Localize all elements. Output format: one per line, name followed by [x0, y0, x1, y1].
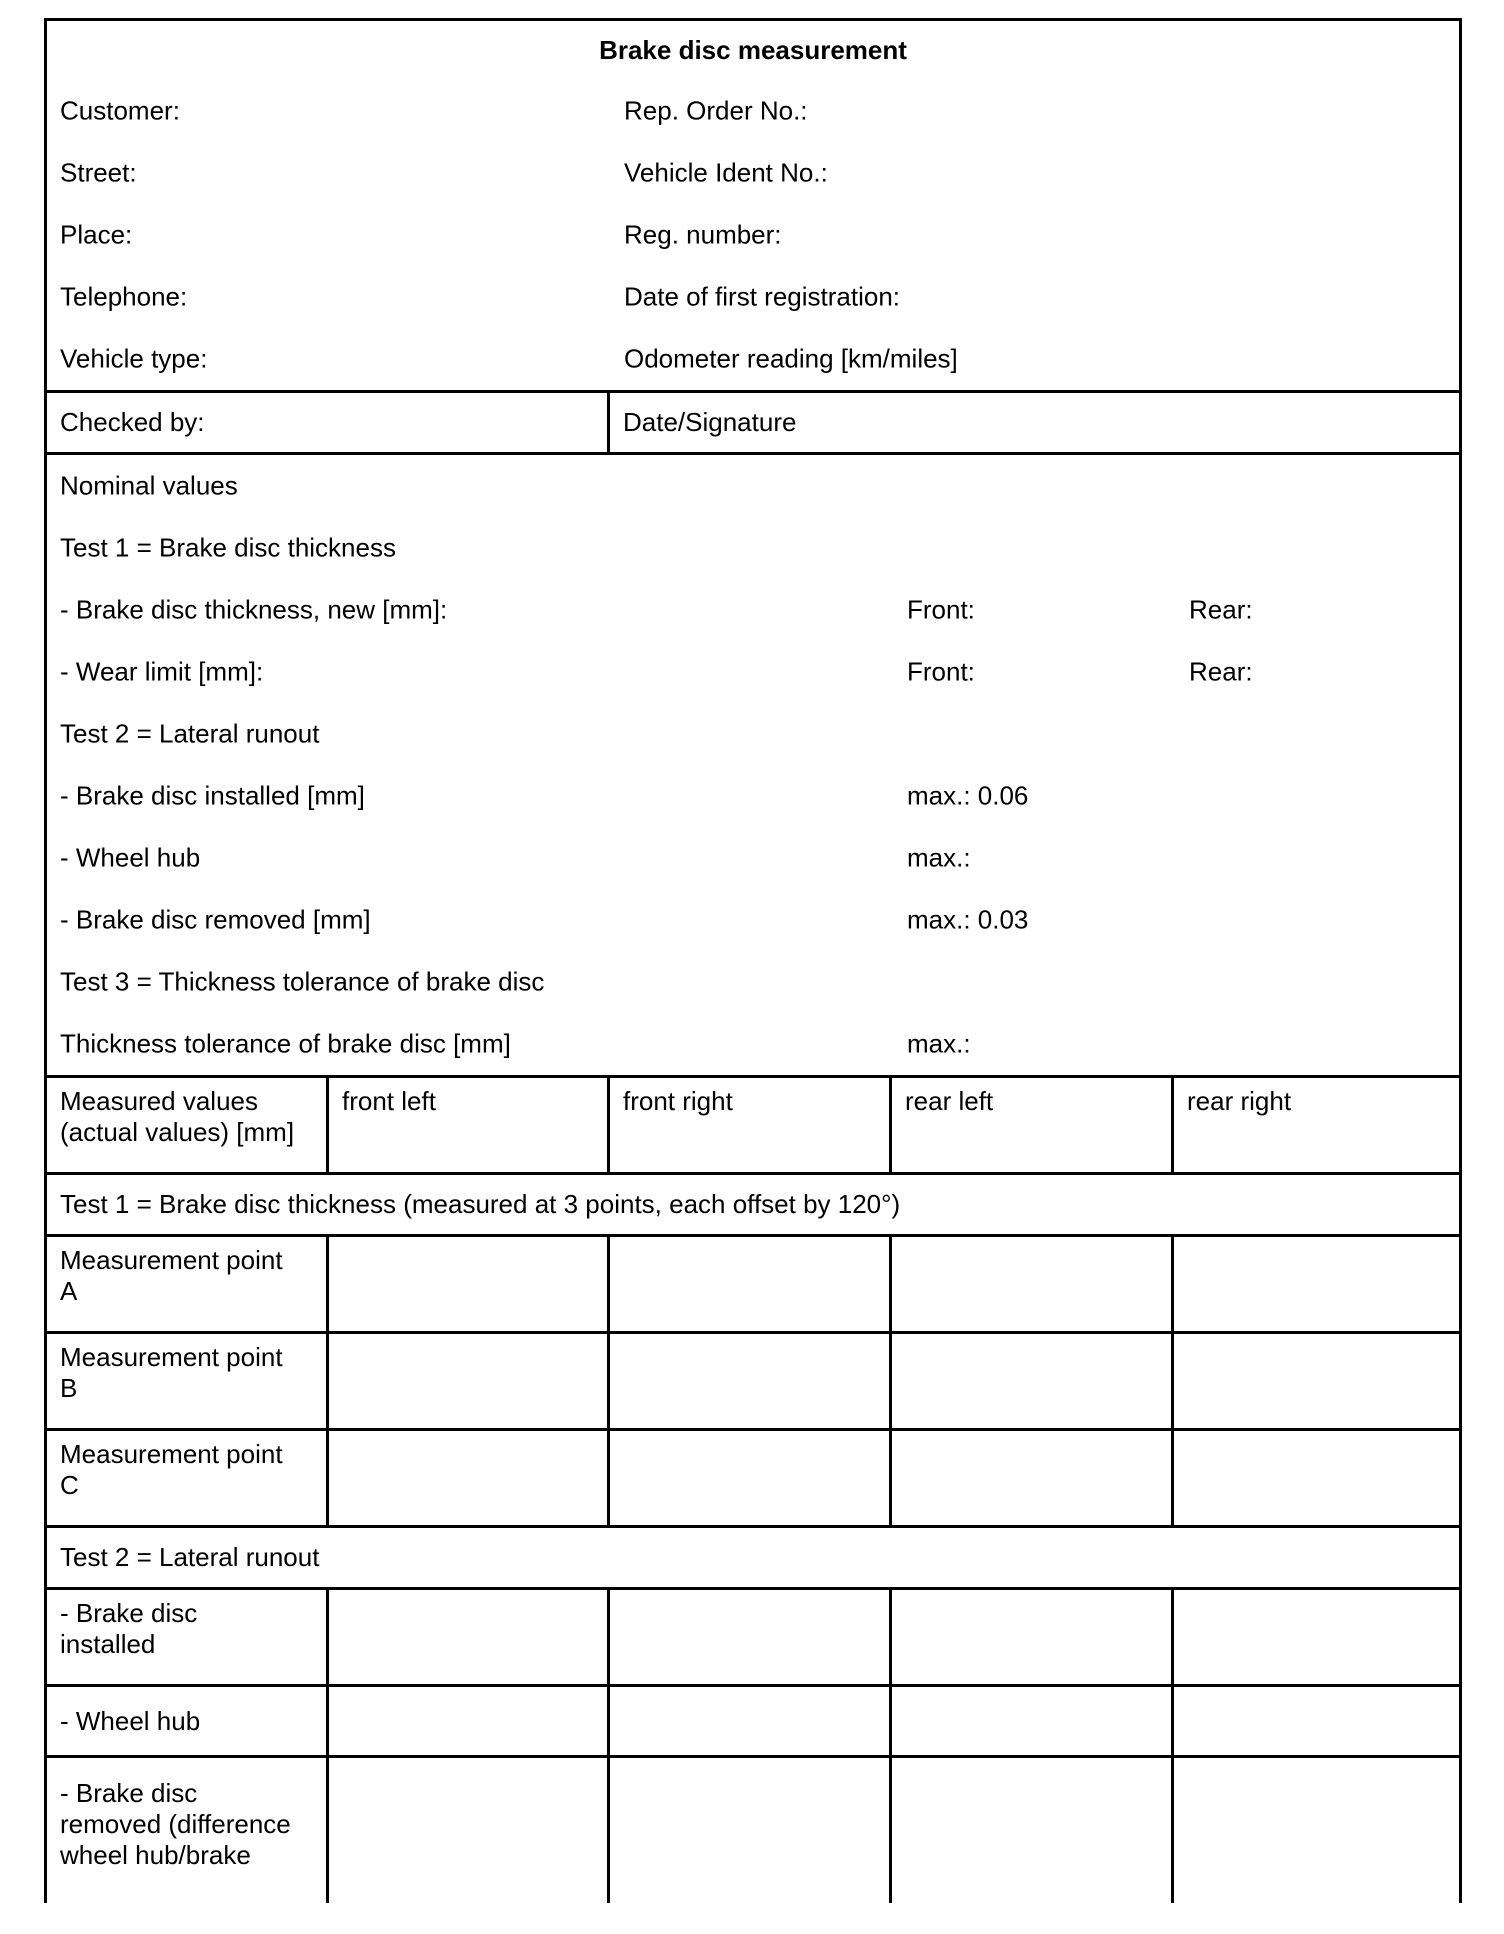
thickness-new-rear: Rear: [1189, 594, 1253, 625]
point-a-row [47, 1234, 1459, 1331]
runout-hub-front-left-cell[interactable] [329, 1687, 610, 1755]
runout-removed-front-left-cell[interactable] [329, 1758, 610, 1903]
vehicle-ident-label: Vehicle Ident No.: [624, 157, 828, 188]
nominal-test1-row [47, 517, 1459, 579]
point-c-rear-right-cell[interactable] [1174, 1431, 1459, 1525]
info-row-street [47, 142, 1459, 204]
nominal-heading: Nominal values [60, 470, 238, 501]
runout-installed-rear-right-cell[interactable] [1174, 1590, 1459, 1684]
point-a-rear-left-cell[interactable] [892, 1237, 1174, 1331]
checked-row [47, 390, 1459, 452]
runout-removed-front-right-cell[interactable] [610, 1758, 892, 1903]
wear-limit-rear: Rear: [1189, 656, 1253, 687]
info-row-vehicle-type [47, 328, 1459, 390]
runout-installed-front-left-cell[interactable] [329, 1590, 610, 1684]
info-row-place [47, 204, 1459, 266]
wheel-hub-label: - Wheel hub [60, 842, 201, 873]
date-signature-label: Date/Signature [623, 407, 797, 437]
measured-values-label [47, 1078, 329, 1172]
point-c-row [47, 1428, 1459, 1525]
customer-label: Customer: [60, 95, 180, 126]
runout-installed-label [47, 1590, 329, 1684]
removed-label: - Brake disc removed [mm] [60, 904, 371, 935]
removed-row [47, 889, 1459, 951]
point-b-rear-right-cell[interactable] [1174, 1334, 1459, 1428]
nominal-section [47, 452, 1459, 1075]
info-row-telephone [47, 266, 1459, 328]
point-a-front-right-cell[interactable] [610, 1237, 892, 1331]
installed-label: - Brake disc installed [mm] [60, 780, 365, 811]
runout-removed-rear-left-cell[interactable] [892, 1758, 1174, 1903]
col-rear-left: rear left [892, 1078, 1174, 1172]
point-a-line2: A [60, 1276, 78, 1306]
runout-hub-label: - Wheel hub [47, 1687, 329, 1755]
reg-number-label: Reg. number: [624, 219, 782, 250]
thickness-new-label: - Brake disc thickness, new [mm]: [60, 594, 448, 625]
point-b-front-left-cell[interactable] [329, 1334, 610, 1428]
point-a-line1: Measurement point [60, 1245, 283, 1275]
point-a-label [47, 1237, 329, 1331]
nominal-test3-heading: Test 3 = Thickness tolerance of brake disc [60, 966, 545, 997]
runout-installed-line1: - Brake disc [60, 1598, 198, 1628]
street-label: Street: [60, 157, 137, 188]
runout-removed-line1: - Brake disc [60, 1778, 198, 1808]
point-b-row [47, 1331, 1459, 1428]
runout-removed-rear-right-cell[interactable] [1174, 1758, 1459, 1903]
col-front-right: front right [610, 1078, 892, 1172]
tolerance-row [47, 1013, 1459, 1075]
measured-values-line1: Measured values [60, 1086, 258, 1116]
wheel-hub-max: max.: [907, 842, 971, 873]
nominal-heading-row [47, 455, 1459, 517]
brake-disc-form [44, 18, 1462, 1903]
tolerance-label: Thickness tolerance of brake disc [mm] [60, 1028, 511, 1059]
runout-installed-line2: installed [60, 1629, 156, 1659]
point-c-front-left-cell[interactable] [329, 1431, 610, 1525]
point-b-line2: B [60, 1373, 78, 1403]
runout-hub-front-right-cell[interactable] [610, 1687, 892, 1755]
point-b-front-right-cell[interactable] [610, 1334, 892, 1428]
nominal-test1-heading: Test 1 = Brake disc thickness [60, 532, 396, 563]
info-row-customer [47, 80, 1459, 142]
runout-installed-row [47, 1587, 1459, 1684]
wheel-hub-row [47, 827, 1459, 889]
runout-hub-rear-left-cell[interactable] [892, 1687, 1174, 1755]
point-c-label [47, 1431, 329, 1525]
runout-hub-row [47, 1684, 1459, 1755]
point-b-line1: Measurement point [60, 1342, 283, 1372]
tolerance-max: max.: [907, 1028, 971, 1059]
rep-order-label: Rep. Order No.: [624, 95, 808, 126]
thickness-new-front: Front: [907, 594, 975, 625]
vehicle-type-label: Vehicle type: [60, 343, 208, 374]
runout-hub-rear-right-cell[interactable] [1174, 1687, 1459, 1755]
point-a-front-left-cell[interactable] [329, 1237, 610, 1331]
measured-test1-heading: Test 1 = Brake disc thickness (measured at 3 points, each offset by 120°) [47, 1172, 1459, 1234]
runout-installed-rear-left-cell[interactable] [892, 1590, 1174, 1684]
wear-limit-row [47, 641, 1459, 703]
point-b-rear-left-cell[interactable] [892, 1334, 1174, 1428]
form-title: Brake disc measurement [599, 35, 907, 65]
measured-values-line2: (actual values) [mm] [60, 1117, 295, 1147]
point-c-line2: C [60, 1470, 79, 1500]
wear-limit-label: - Wear limit [mm]: [60, 656, 264, 687]
nominal-test2-row [47, 703, 1459, 765]
place-label: Place: [60, 219, 133, 250]
point-c-front-right-cell[interactable] [610, 1431, 892, 1525]
nominal-test2-heading: Test 2 = Lateral runout [60, 718, 320, 749]
point-c-line1: Measurement point [60, 1439, 283, 1469]
runout-removed-row [47, 1755, 1459, 1903]
col-front-left: front left [329, 1078, 610, 1172]
runout-installed-front-right-cell[interactable] [610, 1590, 892, 1684]
runout-removed-label [47, 1758, 329, 1903]
runout-removed-line3: wheel hub/brake [60, 1840, 251, 1870]
thickness-new-row [47, 579, 1459, 641]
point-c-rear-left-cell[interactable] [892, 1431, 1174, 1525]
col-rear-right: rear right [1187, 1086, 1292, 1116]
point-b-label [47, 1334, 329, 1428]
first-registration-label: Date of first registration: [624, 281, 900, 312]
removed-max: max.: 0.03 [907, 904, 1029, 935]
installed-max: max.: 0.06 [907, 780, 1029, 811]
installed-row [47, 765, 1459, 827]
measured-header-row [47, 1075, 1459, 1172]
runout-removed-line2: removed (difference [60, 1809, 291, 1839]
telephone-label: Telephone: [60, 281, 188, 312]
nominal-test3-row [47, 951, 1459, 1013]
odometer-label: Odometer reading [km/miles] [624, 343, 958, 374]
measured-test2-heading: Test 2 = Lateral runout [47, 1525, 1459, 1587]
point-a-rear-right-cell[interactable] [1174, 1237, 1459, 1331]
wear-limit-front: Front: [907, 656, 975, 687]
checked-by-label: Checked by: [47, 393, 610, 452]
